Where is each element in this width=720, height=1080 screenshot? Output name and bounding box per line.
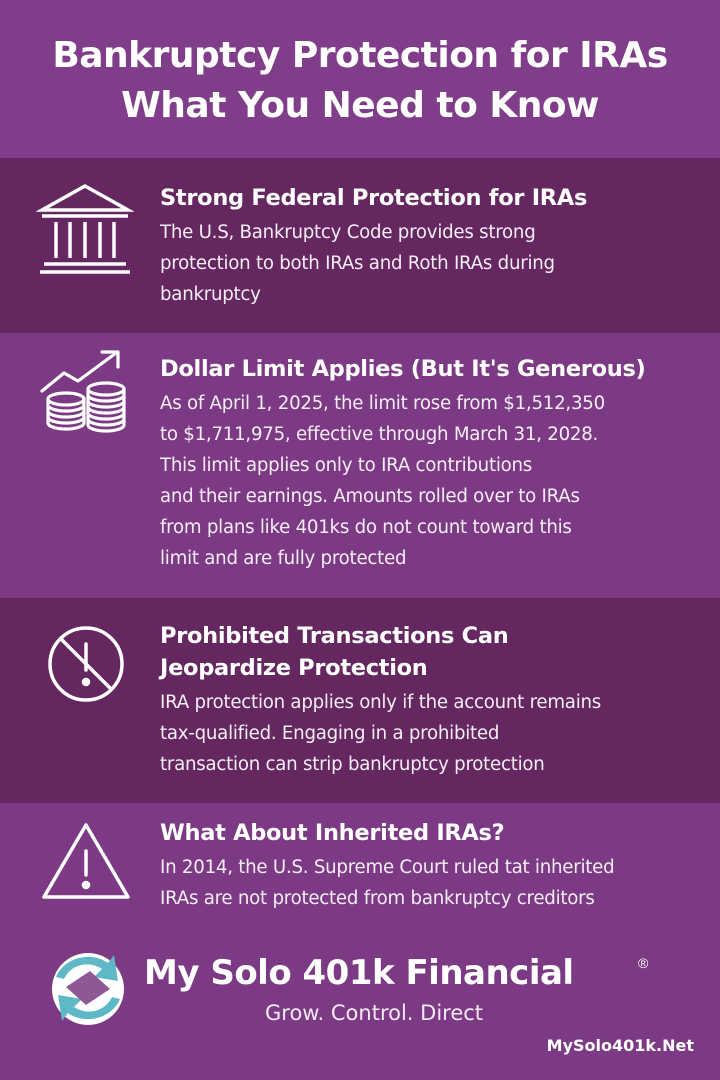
section-body-line: protection to both IRAs and Roth IRAs during bbox=[160, 253, 555, 274]
section-body-line: and their earnings. Amounts rolled over to IRAs bbox=[160, 486, 580, 507]
brand-tagline: Grow. Control. Direct bbox=[265, 1001, 484, 1025]
section-body-line: In 2014, the U.S. Supreme Court ruled tat inherited bbox=[160, 857, 615, 878]
page-header bbox=[0, 0, 720, 158]
circular-arrows-logo-icon bbox=[46, 947, 130, 1034]
page-title-line-2: What You Need to Know bbox=[121, 85, 599, 126]
brand-name: My Solo 401k Financial bbox=[144, 953, 574, 993]
section-dollar-limit bbox=[0, 333, 720, 598]
registered-mark: ® bbox=[638, 955, 649, 971]
warning-triangle-icon bbox=[40, 819, 132, 908]
section-body-line: This limit applies only to IRA contributions bbox=[160, 455, 533, 476]
section-body-line: tax-qualified. Engaging in a prohibited bbox=[160, 723, 500, 744]
section-title-line-1: Prohibited Transactions Can bbox=[160, 623, 509, 649]
page-title-line-1: Bankruptcy Protection for IRAs bbox=[52, 35, 668, 76]
coins-growth-arrow-icon bbox=[38, 347, 134, 444]
section-body-line: from plans like 401ks do not count toward this bbox=[160, 517, 572, 538]
section-body-line: bankruptcy bbox=[160, 284, 261, 305]
section-body-line: IRAs are not protected from bankruptcy creditors bbox=[160, 888, 595, 909]
section-title: Strong Federal Protection for IRAs bbox=[160, 185, 588, 211]
footer-branding bbox=[0, 933, 720, 1080]
section-title: Dollar Limit Applies (But It's Generous) bbox=[160, 356, 646, 382]
section-inherited-iras bbox=[0, 803, 720, 933]
section-body-line: IRA protection applies only if the account remains bbox=[160, 692, 602, 713]
section-body-line: limit and are fully protected bbox=[160, 548, 407, 569]
section-body-line: transaction can strip bankruptcy protection bbox=[160, 754, 545, 775]
bank-building-icon bbox=[36, 180, 134, 281]
section-prohibited-transactions bbox=[0, 598, 720, 803]
section-body-line: to $1,711,975, effective through March 31, 2028. bbox=[160, 424, 599, 445]
website-link[interactable]: MySolo401k.Net bbox=[546, 1036, 694, 1055]
prohibited-exclamation-icon bbox=[44, 622, 128, 711]
section-title: What About Inherited IRAs? bbox=[160, 820, 505, 846]
section-body-line: The U.S, Bankruptcy Code provides strong bbox=[160, 222, 536, 243]
section-federal-protection bbox=[0, 158, 720, 333]
section-body-line: As of April 1, 2025, the limit rose from $1,512,350 bbox=[160, 393, 605, 414]
section-title-line-2: Jeopardize Protection bbox=[160, 655, 428, 681]
